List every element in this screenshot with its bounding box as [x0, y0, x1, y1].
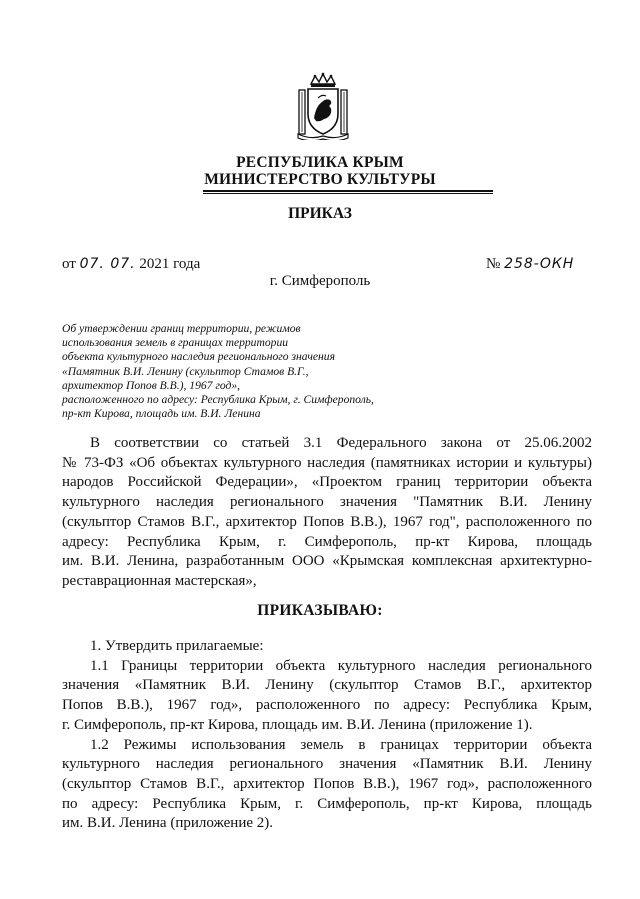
org-name-republic: РЕСПУБЛИКА КРЫМ	[236, 154, 404, 171]
preamble-paragraph	[62, 434, 592, 592]
date-prefix: от	[62, 256, 76, 272]
preamble-line: (скульптор Стамов В.Г., архитектор Попов В.В.), 1967 год", расположенного по	[62, 513, 592, 530]
preamble-line: народов Российской Федерации», «Проектом границ территории объекта	[62, 474, 592, 491]
preamble-line: В соответствии со статьей 3.1 Федерального закона от 25.06.2002	[90, 435, 592, 451]
subject-line: пр-кт Кирова, площадь им. В.И. Ленина	[62, 407, 261, 421]
coat-of-arms-icon	[296, 72, 350, 140]
subject-line: архитектор Попов В.В.), 1967 год»,	[62, 378, 241, 392]
subject-line: «Памятник В.И. Ленину (скульптор Стамов В.Г.,	[62, 364, 309, 378]
order-item-1-1-line: г. Симферополь, пр-кт Кирова, площадь им. В.И. Ленина (приложение 1).	[62, 716, 533, 733]
order-item-1: 1. Утвердить прилагаемые:	[90, 638, 264, 654]
order-item-1-2-line: по адресу: Республика Крым, г. Симферополь, пр-кт Кирова, площадь	[62, 795, 592, 812]
order-item-1-2-line: 1.2 Режимы использования земель в границах территории объекта	[90, 736, 592, 753]
preamble-line: № 73-ФЗ «Об объектах культурного наследия (памятниках истории и культуры)	[62, 454, 592, 471]
date-handwritten: 07. 07.	[79, 256, 136, 272]
document-date	[62, 256, 200, 273]
document-type-title: ПРИКАЗ	[288, 205, 352, 222]
order-item-1-2-line: (скульптор Стамов В.Г., архитектор Попов В.В.), 1967 год», расположенного	[62, 775, 592, 792]
order-item-1-1-line: 1.1 Границы территории объекта культурного наследия регионального	[90, 657, 592, 674]
preamble-line: реставрационная мастерская»,	[62, 572, 257, 589]
subject-line: Об утверждении границ территории, режимов	[62, 322, 301, 335]
number-handwritten: 258-ОКН	[504, 256, 575, 272]
header-divider-thick	[203, 190, 493, 192]
subject-line: использования земель в границах территории	[62, 336, 289, 350]
document-subject	[62, 322, 462, 421]
date-suffix: 2021 года	[139, 256, 201, 272]
subject-line: объекта культурного наследия регионального значения	[62, 350, 335, 364]
order-item-1-2-line: им. В.И. Ленина (приложение 2).	[62, 815, 274, 832]
document-city: г. Симферополь	[269, 273, 371, 289]
order-item-1-1-line: Попов В.В.), 1967 год», расположенного по адресу: Республика Крым,	[62, 697, 592, 714]
order-item-1-2-line: культурного наследия регионального значения «Памятник В.И. Ленину	[62, 756, 592, 773]
preamble-line: культурного наследия регионального значения "Памятник В.И. Ленину	[62, 494, 592, 511]
order-items	[62, 637, 592, 834]
number-sign: №	[486, 256, 501, 272]
document-number	[486, 256, 574, 273]
org-name-ministry: МИНИСТЕРСТВО КУЛЬТУРЫ	[204, 171, 436, 188]
order-item-1-1-line: значения «Памятник В.И. Ленину (скульптор Стамов В.Г., архитектор	[62, 677, 592, 694]
preamble-line: им. В.И. Ленина, разработанным ООО «Крымская комплексная архитектурно-	[62, 553, 592, 570]
subject-line: расположенного по адресу: Республика Крым, г. Симферополь,	[62, 393, 374, 407]
preamble-line: адресу: Республика Крым, г. Симферополь, пр-кт Кирова, площадь	[62, 533, 592, 550]
header-divider-thin	[203, 193, 493, 194]
order-directive-heading: ПРИКАЗЫВАЮ:	[257, 602, 383, 619]
